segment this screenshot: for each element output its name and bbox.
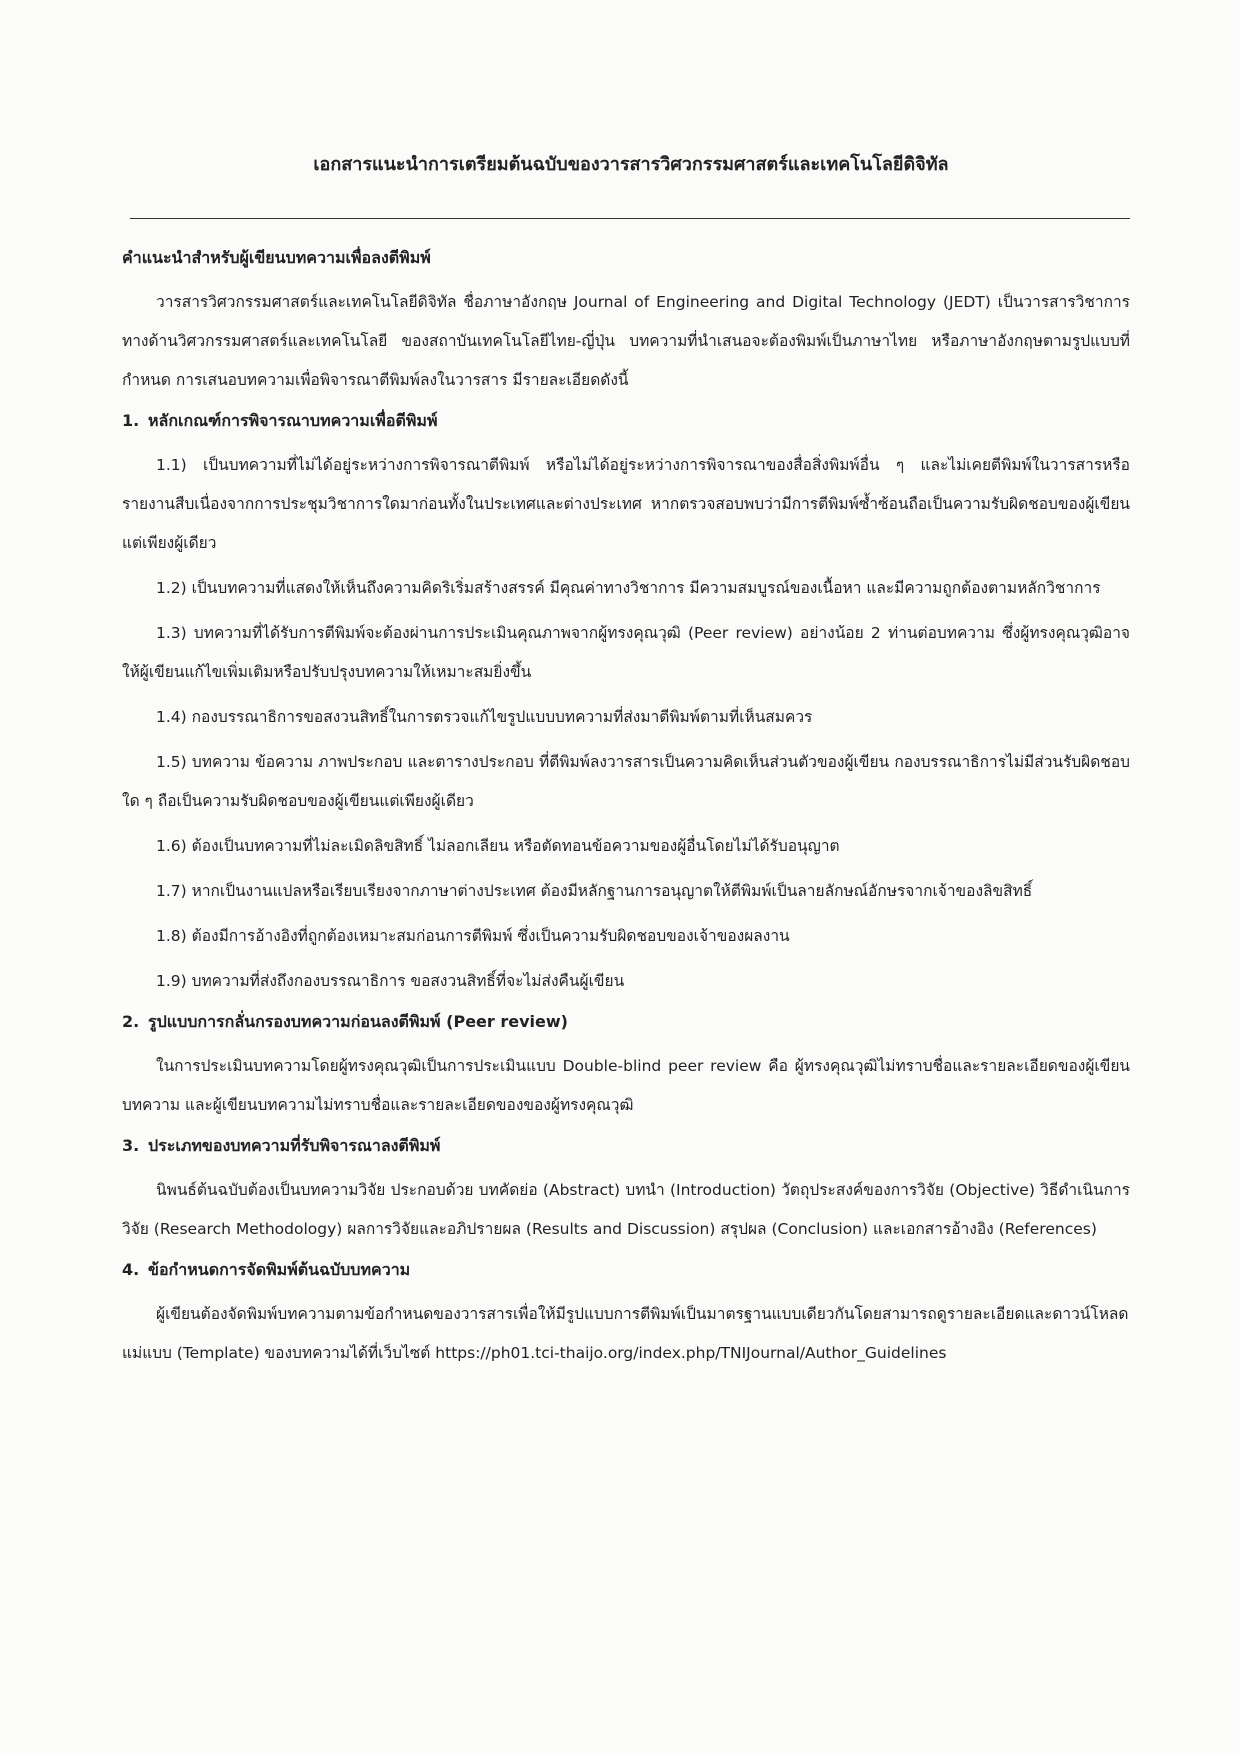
section-3-heading (122, 1133, 1130, 1159)
section-1-paragraph: 1.1) เป็นบทความที่ไม่ได้อยู่ระหว่างการพิจารณาตีพิมพ์ หรือไม่ได้อยู่ระหว่างการพิจารณาของสื่อสิ่งพิมพ์อื่น ๆ และไม่เคยตีพิมพ์ในวารสารหรือรายงานสืบเนื่องจากการประชุมวิชาการใดมาก่อนทั้งในประเทศและต่างประเทศ หากตรวจสอบพบว่ามีการตีพิมพ์ซ้ำซ้อนถือเป็นความรับผิดชอบของผู้เขียนแต่เพียงผู้เดียว (122, 456, 1130, 552)
document-title: เอกสารแนะนำการเตรียมต้นฉบับของวารสารวิศวกรรมศาสตร์และเทคโนโลยีดิจิทัล (313, 154, 949, 175)
section-1-paragraph: 1.2) เป็นบทความที่แสดงให้เห็นถึงความคิดริเริ่มสร้างสรรค์ มีคุณค่าทางวิชาการ มีความสมบูรณ์ของเนื้อหา และมีความถูกต้องตามหลักวิชาการ (156, 579, 1101, 597)
section-number: 4. (122, 1260, 140, 1279)
section-4-paragraph: ผู้เขียนต้องจัดพิมพ์บทความตามข้อกำหนดของวารสารเพื่อให้มีรูปแบบการตีพิมพ์เป็นมาตรฐานแบบเดียวกันโดยสามารถดูรายละเอียดและดาวน์โหลดแม่แบบ (Template) ของบทความได้ที่เว็บไซต์ https://ph01.tci-thaijo.org/index.php/TNIJournal/Author_Guidelines (122, 1305, 1129, 1362)
section-1-heading (122, 408, 1130, 434)
guidelines-heading: คำแนะนำสำหรับผู้เขียนบทความเพื่อลงตีพิมพ์ (122, 248, 431, 267)
section-number: 3. (122, 1136, 140, 1155)
section-number: 1. (122, 411, 140, 430)
intro-paragraph: วารสารวิศวกรรมศาสตร์และเทคโนโลยีดิจิทัล ชื่อภาษาอังกฤษ Journal of Engineering and Digital Technology (JEDT) เป็นวารสารวิชาการทางด้านวิศวกรรมศาสตร์และเทคโนโลยี ของสถาบันเทคโนโลยีไทย-ญี่ปุ่น บทความที่นำเสนอจะต้องพิมพ์เป็นภาษาไทย หรือภาษาอังกฤษตามรูปแบบที่กำหนด การเสนอบทความเพื่อพิจารณาตีพิมพ์ลงในวารสาร มีรายละเอียดดังนี้ (122, 293, 1130, 389)
section-2-paragraph: ในการประเมินบทความโดยผู้ทรงคุณวุฒิเป็นการประเมินแบบ Double-blind peer review คือ ผู้ทรงคุณวุฒิไม่ทราบชื่อและรายละเอียดของผู้เขียนบทความ และผู้เขียนบทความไม่ทราบชื่อและรายละเอียดของของผู้ทรงคุณวุฒิ (122, 1057, 1130, 1114)
title-divider (130, 218, 1130, 219)
section-2-heading (122, 1009, 1130, 1035)
section-title: รูปแบบการกลั่นกรองบทความก่อนลงตีพิมพ์ (Peer review) (148, 1012, 568, 1031)
section-1-paragraph: 1.7) หากเป็นงานแปลหรือเรียบเรียงจากภาษาต่างประเทศ ต้องมีหลักฐานการอนุญาตให้ตีพิมพ์เป็นลายลักษณ์อักษรจากเจ้าของลิขสิทธิ์ (156, 882, 1033, 900)
section-number: 2. (122, 1012, 140, 1031)
section-title: ประเภทของบทความที่รับพิจารณาลงตีพิมพ์ (148, 1136, 441, 1155)
section-1-paragraph: 1.6) ต้องเป็นบทความที่ไม่ละเมิดลิขสิทธิ์ ไม่ลอกเลียน หรือตัดทอนข้อความของผู้อื่นโดยไม่ได้รับอนุญาต (156, 837, 840, 855)
section-title: ข้อกำหนดการจัดพิมพ์ต้นฉบับบทความ (148, 1260, 411, 1279)
section-1-paragraph: 1.4) กองบรรณาธิการขอสงวนสิทธิ์ในการตรวจแก้ไขรูปแบบบทความที่ส่งมาตีพิมพ์ตามที่เห็นสมควร (156, 708, 813, 726)
section-1-paragraph: 1.8) ต้องมีการอ้างอิงที่ถูกต้องเหมาะสมก่อนการตีพิมพ์ ซึ่งเป็นความรับผิดชอบของเจ้าของผลงาน (156, 927, 790, 945)
section-title: หลักเกณฑ์การพิจารณาบทความเพื่อตีพิมพ์ (148, 411, 438, 430)
section-4-heading (122, 1257, 1130, 1283)
section-3-paragraph: นิพนธ์ต้นฉบับต้องเป็นบทความวิจัย ประกอบด้วย บทคัดย่อ (Abstract) บทนำ (Introduction) วัตถุประสงค์ของการวิจัย (Objective) วิธีดำเนินการวิจัย (Research Methodology) ผลการวิจัยและอภิปรายผล (Results and Discussion) สรุปผล (Conclusion) และเอกสารอ้างอิง (References) (122, 1181, 1130, 1238)
section-1-paragraph: 1.9) บทความที่ส่งถึงกองบรรณาธิการ ขอสงวนสิทธิ์ที่จะไม่ส่งคืนผู้เขียน (156, 972, 625, 990)
section-1-paragraph: 1.5) บทความ ข้อความ ภาพประกอบ และตารางประกอบ ที่ตีพิมพ์ลงวารสารเป็นความคิดเห็นส่วนตัวของผู้เขียน กองบรรณาธิการไม่มีส่วนรับผิดชอบใด ๆ ถือเป็นความรับผิดชอบของผู้เขียนแต่เพียงผู้เดียว (122, 753, 1130, 810)
section-1-paragraph: 1.3) บทความที่ได้รับการตีพิมพ์จะต้องผ่านการประเมินคุณภาพจากผู้ทรงคุณวุฒิ (Peer review) อย่างน้อย 2 ท่านต่อบทความ ซึ่งผู้ทรงคุณวุฒิอาจให้ผู้เขียนแก้ไขเพิ่มเติมหรือปรับปรุงบทความให้เหมาะสมยิ่งขึ้น (122, 624, 1130, 681)
